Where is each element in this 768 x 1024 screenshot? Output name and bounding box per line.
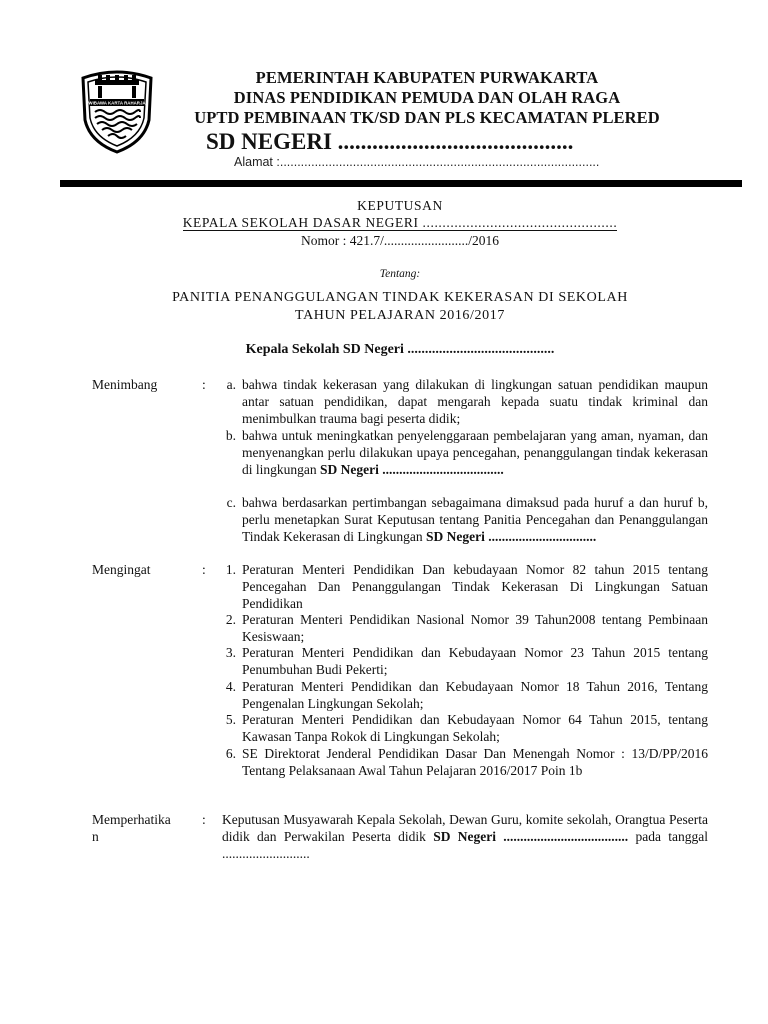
regency-logo <box>80 68 154 154</box>
item-marker: 2. <box>225 612 236 627</box>
item-text: Peraturan Menteri Pendidikan Nasional Nomor 39 Tahun2008 tentang Pembinaan Kesiswaan; <box>242 612 708 644</box>
about-label: Tentang: <box>379 268 421 280</box>
mengingat-item-5 <box>210 712 708 746</box>
item-marker: 6. <box>225 746 236 761</box>
item-marker: 4. <box>225 679 236 694</box>
item-text <box>242 495 708 545</box>
menimbang-item-c <box>210 495 708 545</box>
item-text: bahwa tindak kekerasan yang dilakukan di lingkungan satuan pendidikan maupun antar satuan pendidikan, dapat mengarah kepada suatu tindak kriminal dan menimbulkan trauma bagi peserta didik; <box>242 377 708 426</box>
purwakarta-regency-emblem-icon <box>80 68 154 154</box>
subject-line-1: PANITIA PENANGGULANGAN TINDAK KEKERASAN DI SEKOLAH <box>172 290 628 305</box>
mengingat-item-3 <box>210 645 708 679</box>
subject-line-2: TAHUN PELAJARAN 2016/2017 <box>295 308 505 323</box>
menimbang-colon: : <box>202 377 206 392</box>
date-placeholder: pada tanggal .......................... <box>222 828 709 861</box>
menimbang-item-a <box>210 377 708 427</box>
school-placeholder: SD Negeri ..................................... <box>433 828 629 844</box>
item-text: Peraturan Menteri Pendidikan dan Kebudayaan Nomor 64 Tahun 2015, tentang Kawasan Tanpa Rokok di Lingkungan Sekolah; <box>242 712 708 744</box>
item-marker: 3. <box>225 645 236 660</box>
letterhead-divider <box>60 180 742 187</box>
item-text <box>242 428 708 478</box>
memperhatikan-text <box>222 812 708 862</box>
mengingat-item-1 <box>210 562 708 612</box>
mengingat-label: Mengingat <box>92 562 151 577</box>
item-text: SE Direktorat Jenderal Pendidikan Dasar Dan Menengah Nomor : 13/D/PP/2016 Tentang Pelaksanaan Awal Tahun Pelajaran 2016/2017 Poin 1b <box>242 746 708 778</box>
item-text: Peraturan Menteri Pendidikan Dan kebudayaan Nomor 82 tahun 2015 tentang Pencegahan Dan Penanggulangan Tindak Kekerasan Di Lingkungan Satuan Pendidikan <box>242 562 708 611</box>
school-address: Alamat :............................................................................................ <box>234 155 600 169</box>
school-placeholder: SD Negeri .................................... <box>320 461 504 477</box>
mengingat-item-2 <box>210 612 708 646</box>
letterhead <box>162 68 692 169</box>
department-name: DINAS PENDIDIKAN PEMUDA DAN OLAH RAGA <box>233 88 621 107</box>
item-marker: 5. <box>225 712 236 727</box>
menimbang-label: Menimbang <box>92 377 158 392</box>
item-marker: c. <box>226 495 236 510</box>
emblem-motto: WIBAWA KARTA RAHARJA <box>88 100 146 106</box>
mengingat-colon: : <box>202 562 206 577</box>
issuer-line <box>60 215 740 231</box>
document-number: Nomor : 421.7/........................./2016 <box>301 233 499 248</box>
issuer-text: KEPALA SEKOLAH DASAR NEGERI ................................................. <box>182 215 618 230</box>
item-marker: a. <box>226 377 236 392</box>
item-text-body: bahwa untuk meningkatkan penyelenggaraan pembelajaran yang aman, nyaman, dan menyenangkan perlu dilakukan upaya pencegahan, penanggulangan tindak kekerasan di lingkungan <box>242 428 708 477</box>
item-text: Peraturan Menteri Pendidikan dan Kebudayaan Nomor 23 Tahun 2015 tentang Penumbuhan Budi Pekerti; <box>242 645 708 677</box>
item-text: Peraturan Menteri Pendidikan dan Kebudayaan Nomor 18 Tahun 2016, Tentang Pengenalan Lingkungan Sekolah; <box>242 679 708 711</box>
unit-name: UPTD PEMBINAAN TK/SD DAN PLS KECAMATAN PLERED <box>194 108 660 127</box>
government-name: PEMERINTAH KABUPATEN PURWAKARTA <box>255 68 599 87</box>
school-name: SD NEGERI ......................................... <box>206 129 574 154</box>
memperhatikan-colon: : <box>202 812 206 827</box>
menimbang-item-b <box>210 428 708 478</box>
item-text-body: bahwa berdasarkan pertimbangan sebagaimana dimaksud pada huruf a dan huruf b, perlu menetapkan Surat Keputusan tentang Panitia Pencegahan dan Penanggulangan Tindak Kekerasan di Lingkungan <box>242 495 708 544</box>
document-type: KEPUTUSAN <box>357 198 443 213</box>
mengingat-item-6 <box>210 746 708 780</box>
school-placeholder: SD Negeri ................................ <box>425 528 597 544</box>
memperhatikan-label-line1: Memperhatika <box>92 812 171 827</box>
principal-heading: Kepala Sekolah SD Negeri .......................................... <box>245 342 555 357</box>
item-marker: b. <box>225 428 236 443</box>
item-marker: 1. <box>225 562 236 577</box>
memperhatikan-label <box>92 812 171 846</box>
mengingat-item-4 <box>210 679 708 713</box>
memperhatikan-body: Keputusan Musyawarah Kepala Sekolah, Dewan Guru, komite sekolah, Orangtua Peserta didik dan Perwakilan Peserta didik <box>222 812 708 844</box>
memperhatikan-label-line2: n <box>92 828 99 844</box>
